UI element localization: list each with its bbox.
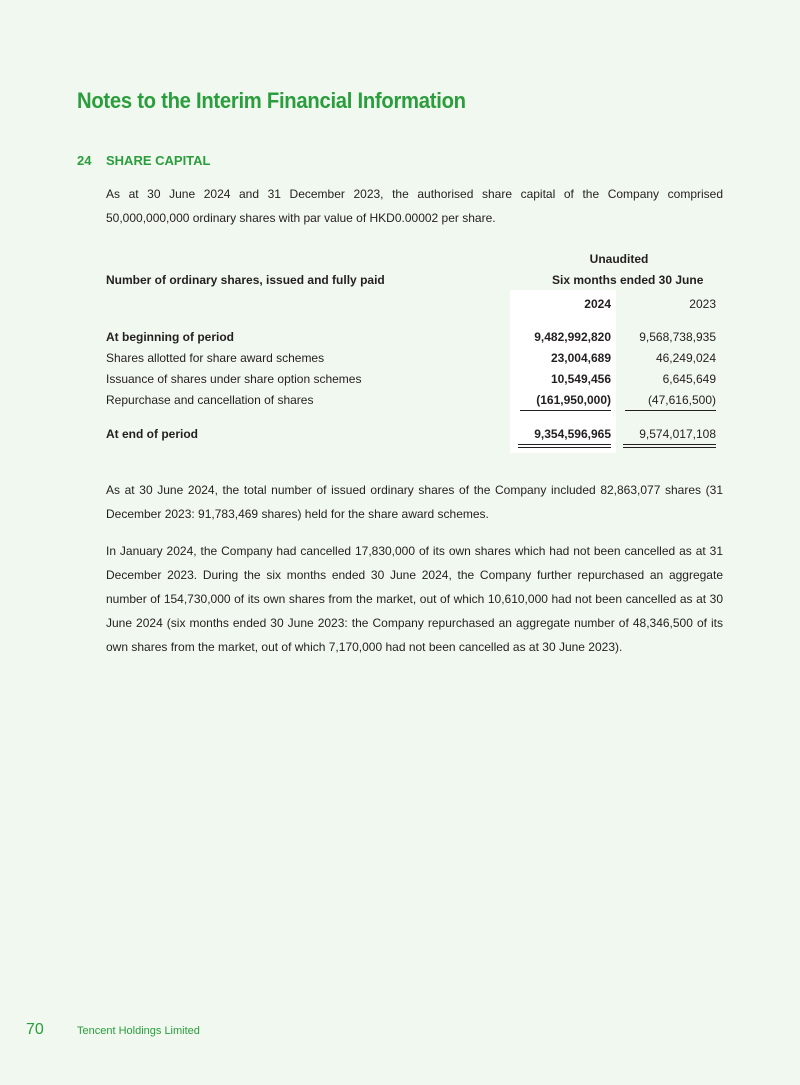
value-2023: 9,568,738,935	[639, 330, 716, 344]
page-number: 70	[26, 1021, 44, 1038]
section-title: SHARE CAPITAL	[106, 153, 211, 168]
value-2024: 23,004,689	[550, 351, 611, 365]
total-label: At end of period	[106, 427, 198, 441]
table-row	[106, 330, 716, 350]
period-label: Six months ended 30 June	[552, 273, 704, 287]
intro-paragraph: As at 30 June 2024 and 31 December 2023, the authorised share capital of the Company comprised 50,000,000,000 ordinary shares with par value of HKD0.00002 per share.	[106, 187, 723, 225]
row-label: Issuance of shares under share option schemes	[106, 372, 362, 386]
value-2023: 6,645,649	[662, 372, 716, 386]
row-label: At beginning of period	[106, 330, 234, 344]
paragraph-repurchase: In January 2024, the Company had cancelled 17,830,000 of its own shares which had not been cancelled as at 31 December 2023. During the six months ended 30 June 2024, the Company further repurchased an aggregate number of 154,730,000 of its own shares from the market, out of which 10,610,000 had not been cancelled as at 30 June 2024 (six months ended 30 June 2023: the Company repurchased an aggregate number of 48,346,500 of its own shares from the market, out of which 7,170,000 had not been cancelled as at 30 June 2023).	[106, 544, 723, 654]
value-2024: (161,950,000)	[536, 393, 611, 407]
table-row	[106, 351, 716, 371]
total-2024: 9,354,596,965	[534, 427, 611, 441]
value-2024: 10,549,456	[550, 372, 611, 386]
footer-company-name: Tencent Holdings Limited	[77, 1025, 200, 1037]
value-2024: 9,482,992,820	[534, 330, 611, 344]
section-number: 24	[77, 153, 92, 168]
row-label: Shares allotted for share award schemes	[106, 351, 325, 365]
total-double-rule-2023	[623, 444, 716, 448]
table-row-header: Number of ordinary shares, issued and fully paid	[106, 273, 385, 287]
paragraph-share-award: As at 30 June 2024, the total number of issued ordinary shares of the Company included 82,863,077 shares (31 December 2023: 91,783,469 shares) held for the share award schemes.	[106, 483, 723, 521]
row-label: Repurchase and cancellation of shares	[106, 393, 314, 407]
subtotal-rule-2024	[520, 410, 611, 411]
value-2023: 46,249,024	[655, 351, 716, 365]
total-2023: 9,574,017,108	[639, 427, 716, 441]
subtotal-rule-2023	[625, 410, 716, 411]
column-header-2024: 2024	[584, 297, 611, 311]
section-heading	[77, 153, 210, 168]
unaudited-label: Unaudited	[589, 252, 649, 266]
total-double-rule-2024	[518, 444, 611, 448]
value-2023: (47,616,500)	[647, 393, 716, 407]
column-header-2023: 2023	[689, 297, 716, 311]
table-row	[106, 372, 716, 392]
page-title: Notes to the Interim Financial Information	[77, 88, 466, 113]
